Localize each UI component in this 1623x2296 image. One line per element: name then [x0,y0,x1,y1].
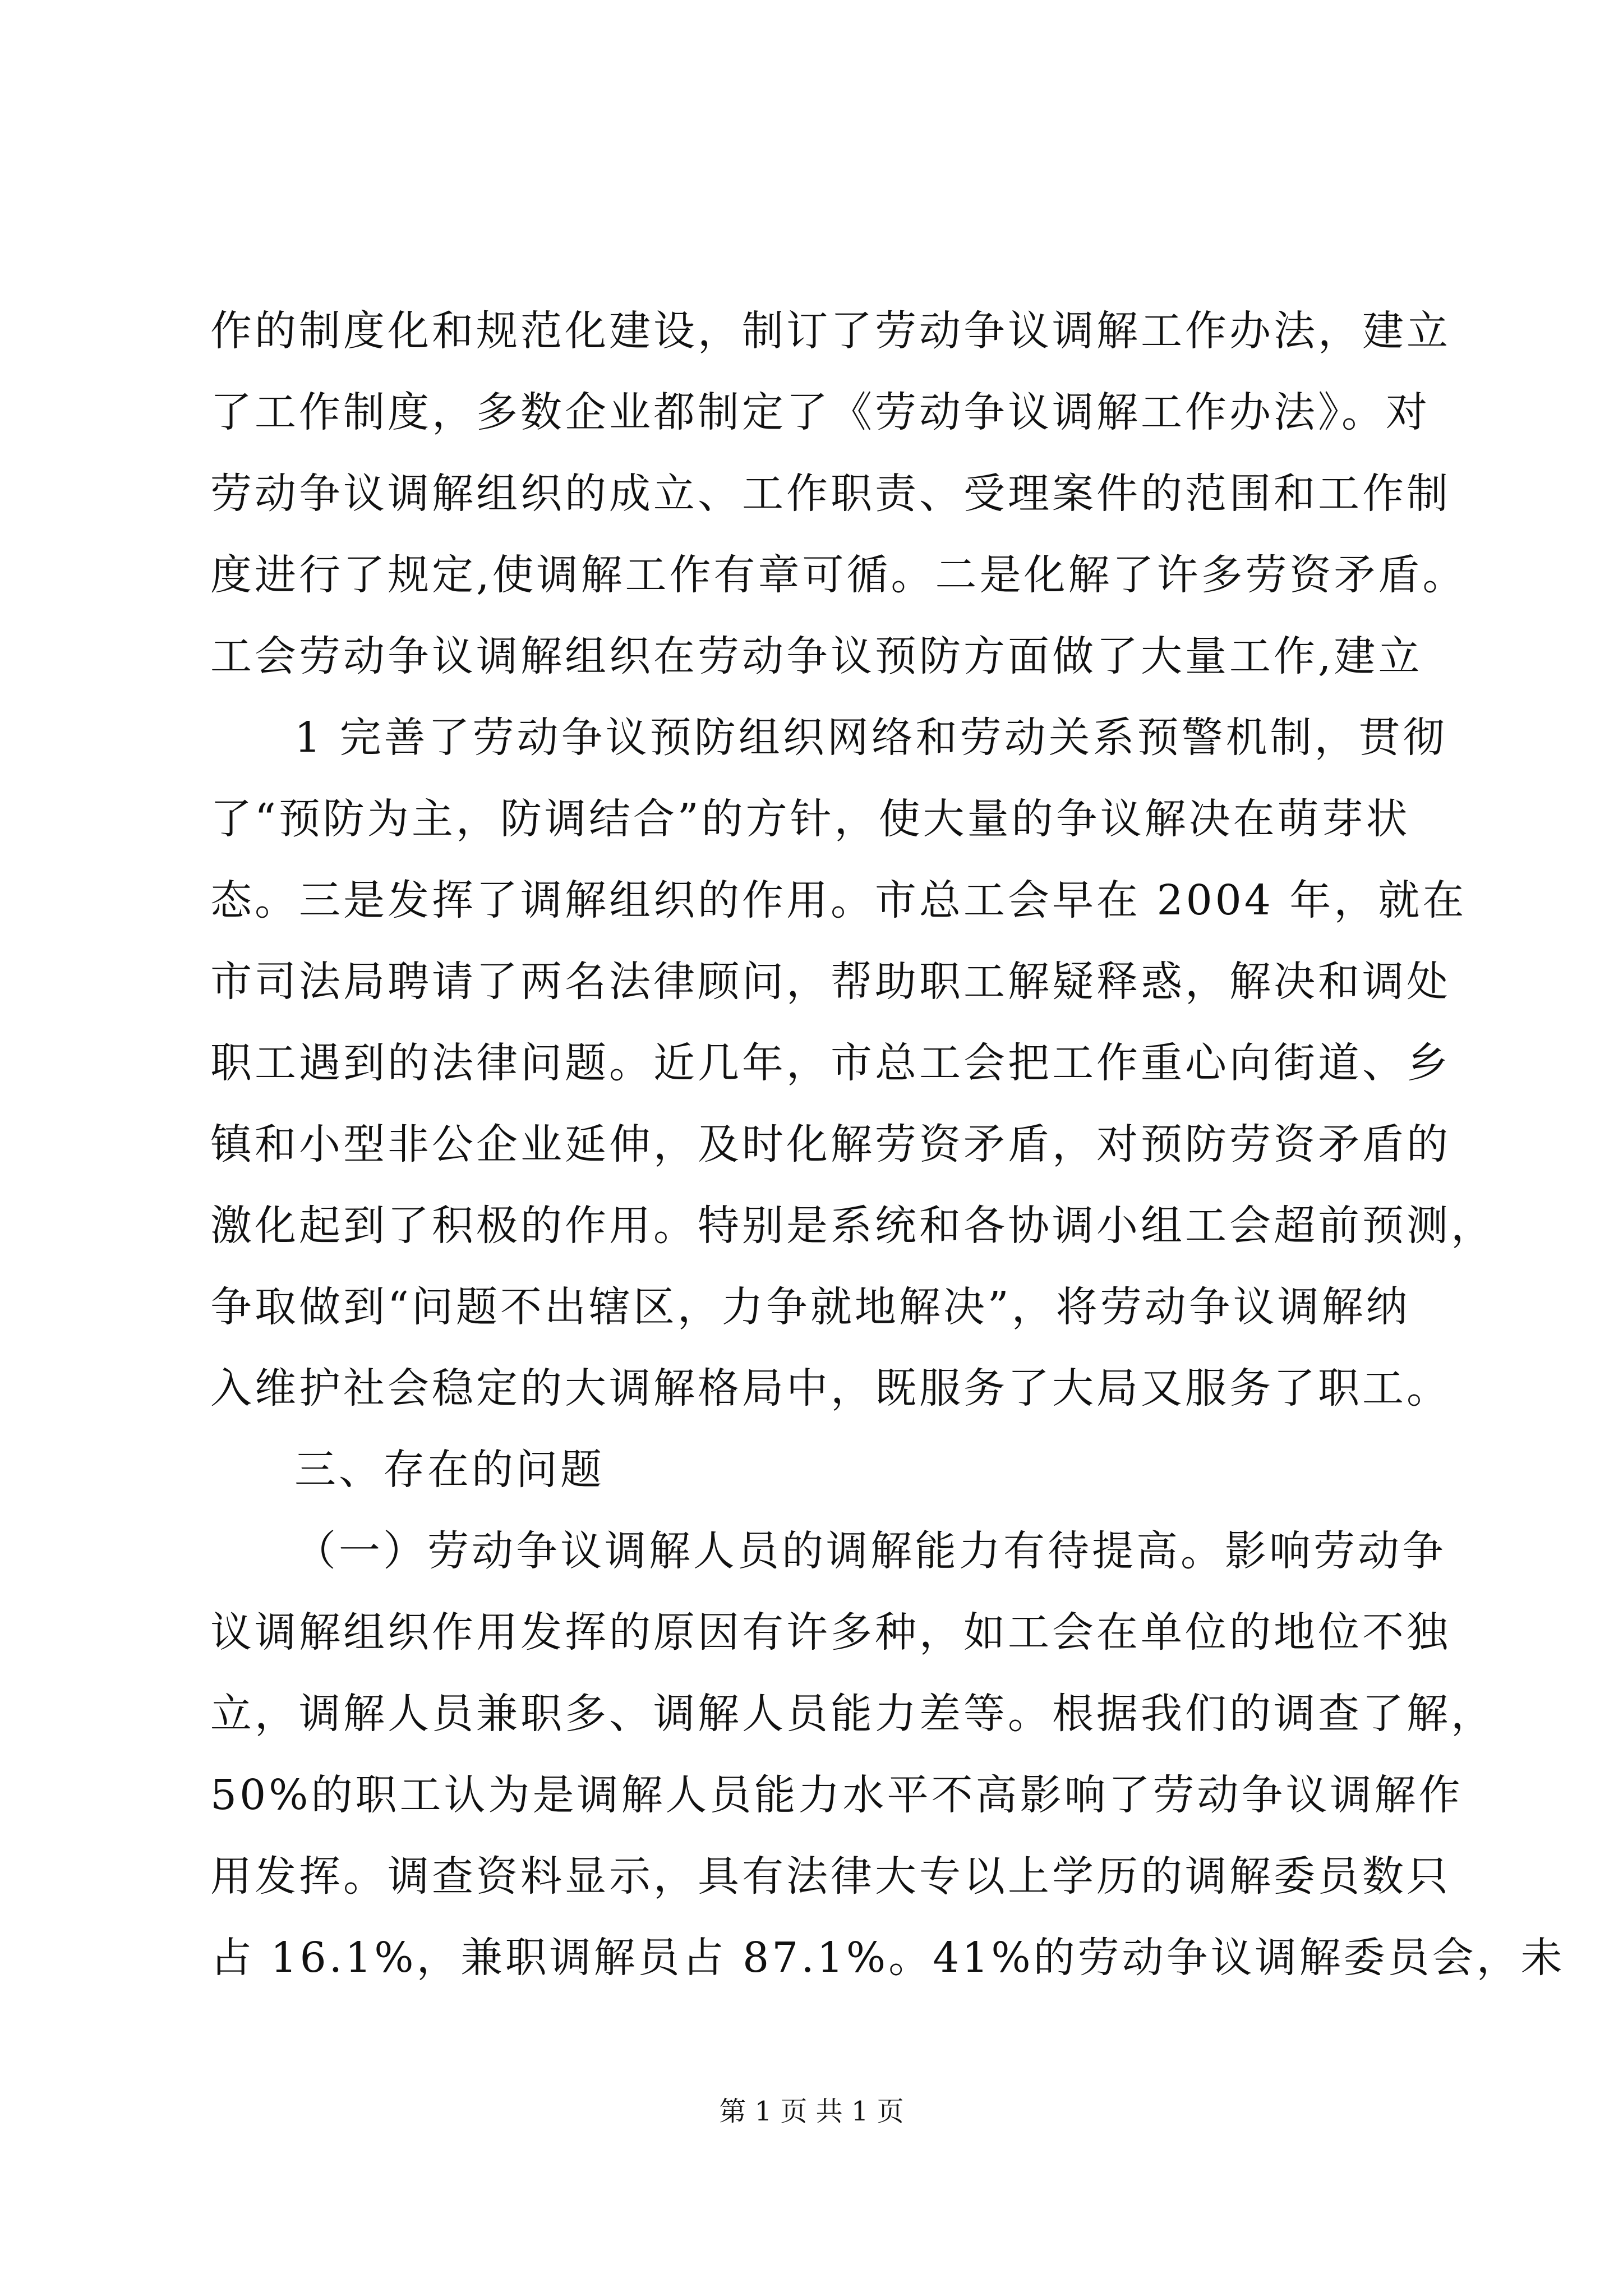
text-line: 镇和小型非公企业延伸，及时化解劳资矛盾，对预防劳资矛盾的 [210,1120,1451,1168]
text-line: 入维护社会稳定的大调解格局中，既服务了大局又服务了职工。 [210,1364,1451,1412]
text-line: 作的制度化和规范化建设，制订了劳动争议调解工作办法，建立 [210,307,1451,355]
text-line: 50%的职工认为是调解人员能力水平不高影响了劳动争议调解作 [210,1771,1463,1819]
text-line: 了工作制度，多数企业都制定了《劳动争议调解工作办法》。对 [210,388,1430,436]
text-line: 议调解组织作用发挥的原因有许多种，如工会在单位的地位不独 [210,1608,1451,1657]
text-line: 用发挥。调查资料显示，具有法律大专以上学历的调解委员数只 [210,1852,1451,1901]
paragraph-start-line: （一）劳动争议调解人员的调解能力有待提高。影响劳动争 [294,1527,1446,1575]
paragraph-start-line: 1 完善了劳动争议预防组织网络和劳动关系预警机制，贯彻 [294,714,1447,762]
text-line: 劳动争议调解组织的成立、工作职责、受理案件的范围和工作制 [210,470,1451,518]
text-line: 态。三是发挥了调解组织的作用。市总工会早在 2004 年，就在 [210,876,1467,924]
text-line: 占 16.1%，兼职调解员占 87.1%。41%的劳动争议调解委员会，未 [210,1934,1565,1982]
page-footer: 第 1 页 共 1 页 [719,2096,904,2127]
text-line: 职工遇到的法律问题。近几年，市总工会把工作重心向街道、乡 [210,1039,1451,1087]
text-line: 市司法局聘请了两名法律顾问，帮助职工解疑释惑，解决和调处 [210,958,1451,1006]
text-line: 争取做到“问题不出辖区，力争就地解决”，将劳动争议调解纳 [210,1283,1410,1331]
text-line: 工会劳动争议调解组织在劳动争议预防方面做了大量工作,建立 [210,632,1423,680]
text-line: 立，调解人员兼职多、调解人员能力差等。根据我们的调查了解， [210,1690,1495,1738]
text-line: 了“预防为主，防调结合”的方针，使大量的争议解决在萌芽状 [210,795,1410,843]
text-line: 度进行了规定,使调解工作有章可循。二是化解了许多劳资矛盾。 [210,551,1467,599]
text-line: 激化起到了积极的作用。特别是系统和各协调小组工会超前预测， [210,1202,1495,1250]
section-heading: 三、存在的问题 [294,1446,605,1494]
